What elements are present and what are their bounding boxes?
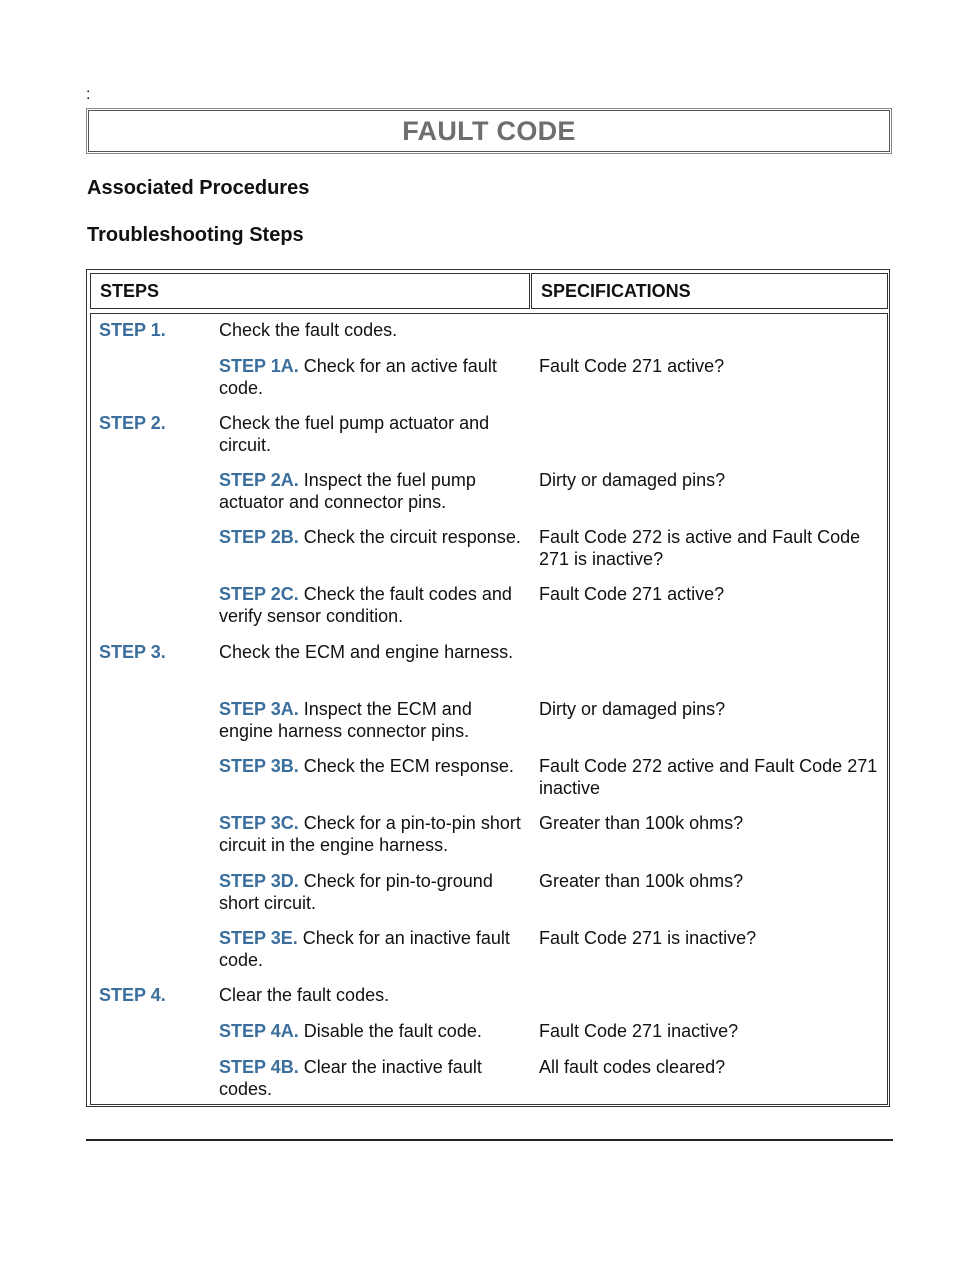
- substep-label[interactable]: STEP 4B.: [219, 1057, 299, 1077]
- substep-label[interactable]: STEP 2C.: [219, 584, 299, 604]
- specification: Dirty or damaged pins?: [539, 470, 726, 490]
- substep-label[interactable]: STEP 2B.: [219, 527, 299, 547]
- header-colon: :: [86, 86, 91, 103]
- substep-label[interactable]: STEP 2A.: [219, 470, 299, 490]
- substep-text: STEP 2B. Check the circuit response.: [219, 527, 521, 547]
- step-text: Clear the fault codes.: [219, 985, 390, 1005]
- specification: Fault Code 272 active and Fault Code 271 inactive: [539, 756, 878, 798]
- substep-text: STEP 3B. Check the ECM response.: [219, 756, 514, 776]
- specification: Dirty or damaged pins?: [539, 699, 726, 719]
- specification: Fault Code 271 is inactive?: [539, 928, 757, 948]
- specification: Fault Code 271 active?: [539, 356, 725, 376]
- substep-label[interactable]: STEP 3E.: [219, 928, 298, 948]
- step-text: Check the fuel pump actuator and circuit.: [219, 413, 490, 455]
- step-text: Check the fault codes.: [219, 320, 398, 340]
- substep-text: STEP 2C. Check the fault codes and verify sensor condition.: [219, 584, 512, 626]
- column-header-specifications: SPECIFICATIONS: [531, 273, 888, 309]
- substep-text: STEP 2A. Inspect the fuel pump actuator and connector pins.: [219, 470, 476, 512]
- title-box: [88, 110, 890, 152]
- substep-text: STEP 3E. Check for an inactive fault code.: [219, 928, 510, 970]
- substep-label[interactable]: STEP 1A.: [219, 356, 299, 376]
- specification: All fault codes cleared?: [539, 1057, 726, 1077]
- substep-label[interactable]: STEP 3B.: [219, 756, 299, 776]
- substep-label[interactable]: STEP 3D.: [219, 871, 299, 891]
- step-label[interactable]: STEP 4.: [99, 985, 166, 1005]
- substep-text: STEP 3A. Inspect the ECM and engine harness connector pins.: [219, 699, 472, 741]
- troubleshooting-steps-heading: Troubleshooting Steps: [87, 224, 304, 246]
- substep-text: STEP 1A. Check for an active fault code.: [219, 356, 497, 398]
- bottom-divider: [86, 1139, 893, 1141]
- substep-label[interactable]: STEP 3C.: [219, 813, 299, 833]
- specification: Greater than 100k ohms?: [539, 871, 744, 891]
- step-text: Check the ECM and engine harness.: [219, 642, 514, 662]
- substep-label[interactable]: STEP 3A.: [219, 699, 299, 719]
- substep-label[interactable]: STEP 4A.: [219, 1021, 299, 1041]
- substep-text: STEP 3D. Check for pin-to-ground short circuit.: [219, 871, 493, 913]
- associated-procedures-heading: Associated Procedures: [87, 177, 310, 199]
- specification: Fault Code 271 inactive?: [539, 1021, 739, 1041]
- specification: Fault Code 272 is active and Fault Code 271 is inactive?: [539, 527, 861, 569]
- step-label[interactable]: STEP 1.: [99, 320, 166, 340]
- step-label[interactable]: STEP 2.: [99, 413, 166, 433]
- substep-text: STEP 3C. Check for a pin-to-pin short circuit in the engine harness.: [219, 813, 521, 855]
- specification: Fault Code 271 active?: [539, 584, 725, 604]
- substep-text: STEP 4A. Disable the fault code.: [219, 1021, 482, 1041]
- specification: Greater than 100k ohms?: [539, 813, 744, 833]
- step-label[interactable]: STEP 3.: [99, 642, 166, 662]
- page-title: FAULT CODE: [402, 115, 576, 146]
- troubleshooting-table: [86, 269, 890, 1107]
- table-body: [90, 313, 888, 1105]
- column-header-steps: STEPS: [90, 273, 530, 309]
- substep-text: STEP 4B. Clear the inactive fault codes.: [219, 1057, 482, 1099]
